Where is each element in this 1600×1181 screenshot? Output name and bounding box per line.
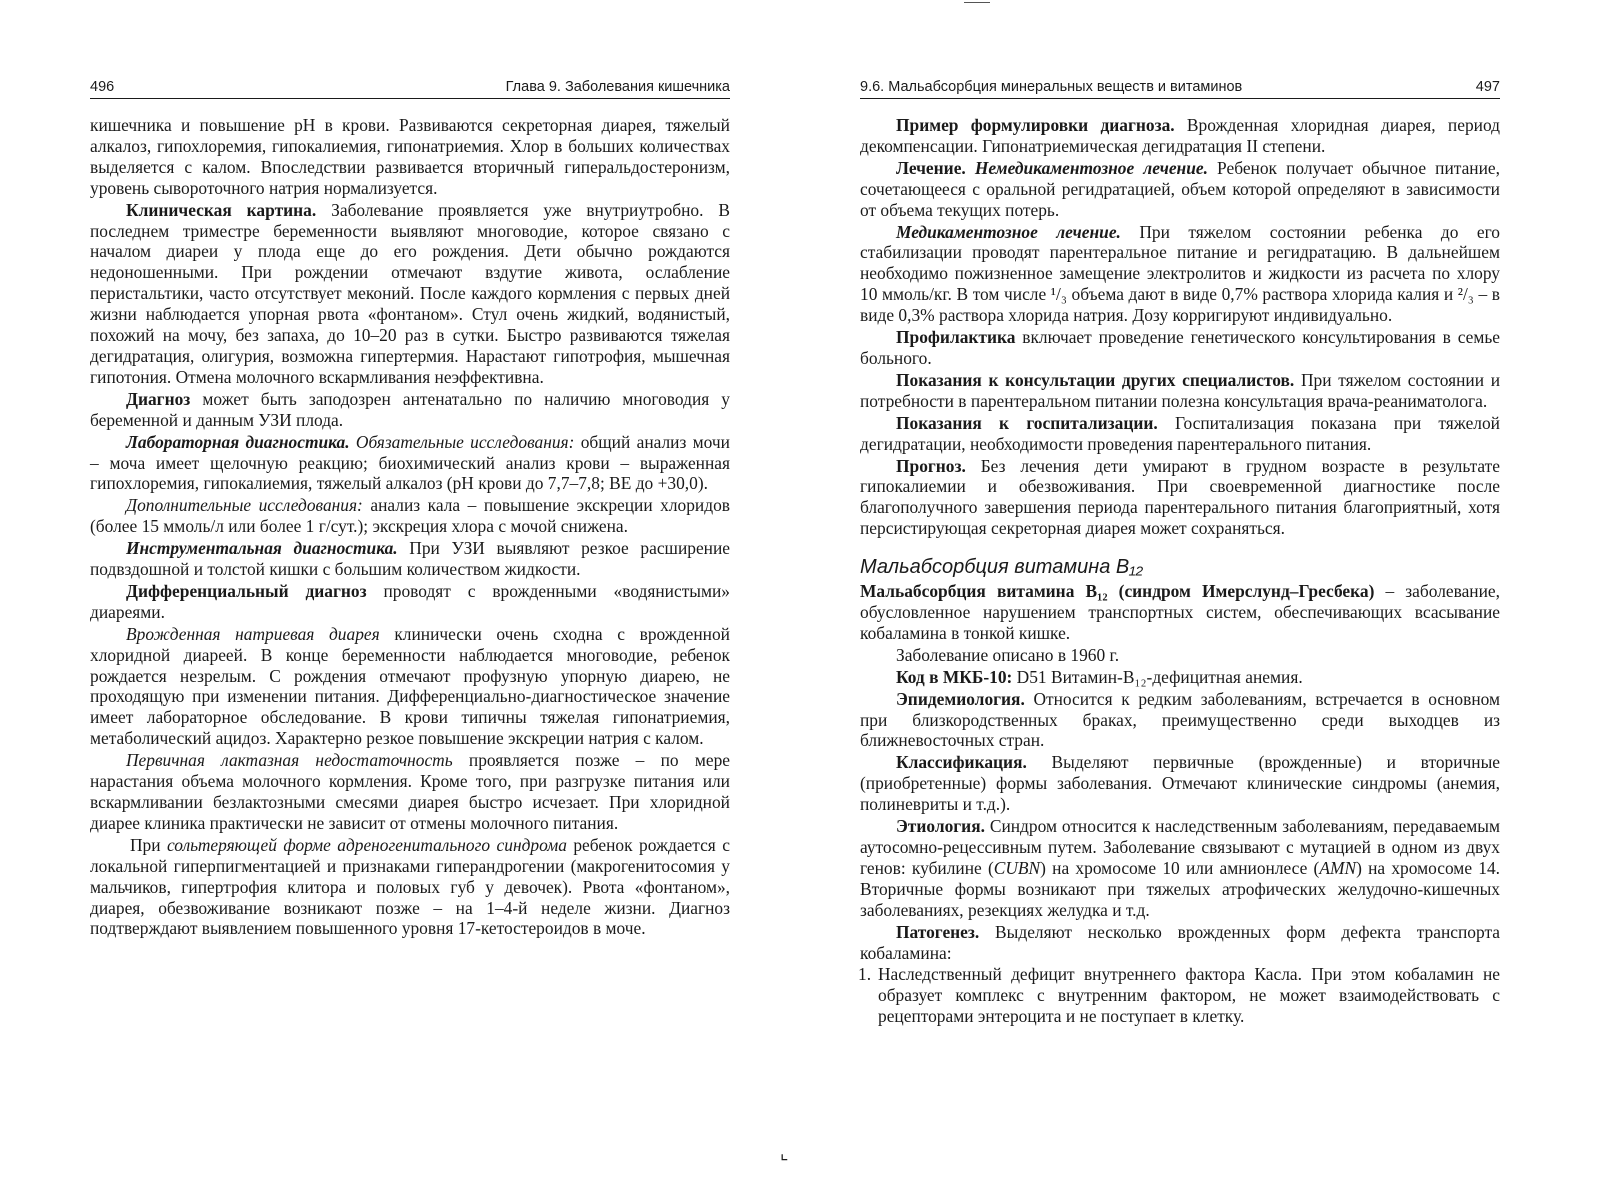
pathogenesis-list [860,964,1500,1027]
paragraph-lab-diagnostics: Лабораторная диагностика. Обязательные исследования: общий анализ мочи – моча имеет щелочную реакцию; биохимический анализ крови – выраженная гипохлоремия, гипокалиемия, тяжелый алкалоз (pH крови до 7,7–7,8; BE до +30,0). [90,431,730,494]
paragraph-lactase-deficiency: Первичная лактазная недостаточность проявляется позже – по мере нарастания объема молочного кормления. Кроме того, при разгрузке питания или вскармливании безлактозными смесями диарея быстро исчезает. При хлоридной диарее клиника практически не зависит от отмены молочного питания. [90,750,730,833]
paragraph-epidemiology: Эпидемиология. Относится к редким заболеваниям, встречается в основном при близкородственных браках, преимущественно среди выходцев из ближневосточных стран. [860,688,1500,751]
paragraph-treatment: Лечение. Немедикаментозное лечение. Ребенок получает обычное питание, сочетающееся с оральной регидратацией, объем которой определяют в зависимости от объема текущих потерь. [860,157,1500,220]
right-page [800,0,1600,1181]
right-page-header [860,76,1500,99]
left-page-body [90,115,730,940]
list-item [860,964,1500,1027]
right-page-body [860,115,1500,1027]
paragraph-diagnosis: Диагноз может быть заподозрен антенатально по наличию многоводия у беременной и данным УЗИ плода. [90,388,730,430]
section-title: Мальабсорбция витамина B₁₂ [860,556,1144,579]
paragraph-diagnosis-example: Пример формулировки диагноза. Врожденная хлоридная диарея, период декомпенсации. Гипонатриемическая дегидратация II степени. [860,115,1500,156]
paragraph-prevention: Профилактика включает проведение генетического консультирования в семье больного. [860,327,1500,368]
paragraph-drug-treatment: Медикаментозное лечение. При тяжелом состоянии ребенка до его стабилизации проводят парентеральное питание и регидратацию. В дальнейшем необходимо пожизненное замещение электролитов и жидкости из расчета по хлору 10 ммоль/кг. В том числе ¹/₃ объема дают в виде 0,7% раствора хлорида калия и ²/₃ – в виде 0,3% раствора хлорида натрия. Дозу корригируют индивидуально. [860,221,1500,326]
running-head: 9.6. Мальабсорбция минеральных веществ и витаминов [860,79,1243,95]
paragraph-adrenogenital: При сольтеряющей форме адреногенитального синдрома ребенок рождается с локальной гиперпигментацией и признаками гиперандрогении (макрогенитосомия у мальчиков, гипертрофия клитора и половых губ у девочек). Рвота «фонтаном», диарея, обезвоживание возникают позже – на 1–4-й неделе жизни. Диагноз подтверждают выявлением повышенного уровня 17-кетостероидов в моче. [90,834,730,939]
paragraph-definition: Мальабсорбция витамина B₁₂ (синдром Имерслунд–Гресбека) – заболевание, обусловленное нарушением транспортных систем, обеспечивающих всасывание кобаламина в тонкой кишке. [860,581,1500,643]
paragraph-prognosis: Прогноз. Без лечения дети умирают в грудном возрасте в результате гипокалиемии и обезвоживания. При своевременной диагностике после благополучного завершения периода парентерального питания благоприятный, хотя персистирующая секреторная диарея может сохраняться. [860,455,1500,539]
paragraph-clinical-picture: Клиническая картина. Заболевание проявляется уже внутриутробно. В последнем триместре беременности выявляют многоводие, которое связано с началом диареи у плода еще до его рождения. Дети обычно рождаются недоношенными. При рождении отмечают вздутие живота, ослабление перистальтики, часто отсутствует меконий. После каждого кормления с первых дней жизни наблюдается упорная рвота «фонтаном». Стул очень жидкий, водянистый, похожий на мочу, без запаха, до 10–20 раз в сутки. Быстро развиваются тяжелая дегидратация, олигурия, возможна гипертермия. Нарастают гипотрофия, мышечная гипотония. Отмена молочного вскармливания неэффективна. [90,199,730,387]
paragraph-consultation: Показания к консультации других специалистов. При тяжелом состоянии и потребности в парентеральном питании полезна консультация врача-реаниматолога. [860,369,1501,411]
paragraph-differential-diagnosis: Дифференциальный диагноз проводят с врожденными «водянистыми» диареями. [90,580,730,622]
list-item-text: Наследственный дефицит внутреннего фактора Касла. При этом кобаламин не образует комплекс с внутренним фактором, не может взаимодействовать с рецепторами энтероцита и не поступает в клетку. [878,964,1500,1027]
paragraph-instrumental-diagnostics: Инструментальная диагностика. При УЗИ выявляют резкое расширение подвздошной и толстой кишки с большим количеством жидкости. [90,538,730,580]
paragraph-hospitalization: Показания к госпитализации. Госпитализация показана при тяжелой дегидратации, необходимости проведения парентерального питания. [860,412,1500,454]
paragraph-icd-code: Код в МКБ-10: D51 Витамин-B₁₂-дефицитная анемия. [896,666,1303,687]
paragraph-sodium-diarrhea: Врожденная натриевая диарея клинически очень сходна с врожденной хлоридной диареей. В конце беременности наблюдается многоводие, ребенок рождается незрелым. С рождения отмечают профузную упорную диарею, не проходящую при изменении питания. Дифференциально-диагностическое значение имеет лабораторное обследование. В крови типичны тяжелая гипонатриемия, метаболический ацидоз. Характерно резкое повышение экскреции натрия с калом. [90,623,730,749]
page-number: 496 [90,79,115,95]
paragraph-etiology: Этиология. Синдром относится к наследственным заболеваниям, передаваемым аутосомно-рецессивным путем. Заболевание связывают с мутацией в одном из двух генов: кубилине (CUBN) на хромосоме 10 или амнионлесе (AMN) на хромосоме 14. Вторичные формы возникают при тяжелых атрофических желудочно-кишечных заболеваниях, резекциях желудка и т.д. [860,816,1501,920]
paragraph-additional-tests: Дополнительные исследования: анализ кала – повышение экскреции хлоридов (более 15 ммоль/л или более 1 г/сут.); экскреция хлора с мочой снижена. [90,495,730,537]
paragraph: кишечника и повышение pH в крови. Развиваются секреторная диарея, тяжелый алкалоз, гипохлоремия, гипокалиемия, гипонатриемия. Хлор в больших количествах выделяется с калом. Впоследствии развивается вторичный гиперальдостеронизм, уровень сывороточного натрия нормализуется. [90,115,730,198]
paragraph-classification: Классификация. Выделяют первичные (врожденные) и вторичные (приобретенные) формы заболевания. Отмечают клинические синдромы (анемия, полиневриты и т.д.). [860,752,1500,815]
paragraph-described: Заболевание описано в 1960 г. [896,644,1120,665]
gutter-mark: ⌞ [780,1143,789,1163]
page-number: 497 [1475,79,1500,95]
running-head: Глава 9. Заболевания кишечника [505,79,730,95]
list-item-number: 1. [858,964,872,985]
left-page-header [90,76,730,99]
paragraph-pathogenesis: Патогенез. Выделяют несколько врожденных форм дефекта транспорта кобаламина: [860,921,1500,963]
